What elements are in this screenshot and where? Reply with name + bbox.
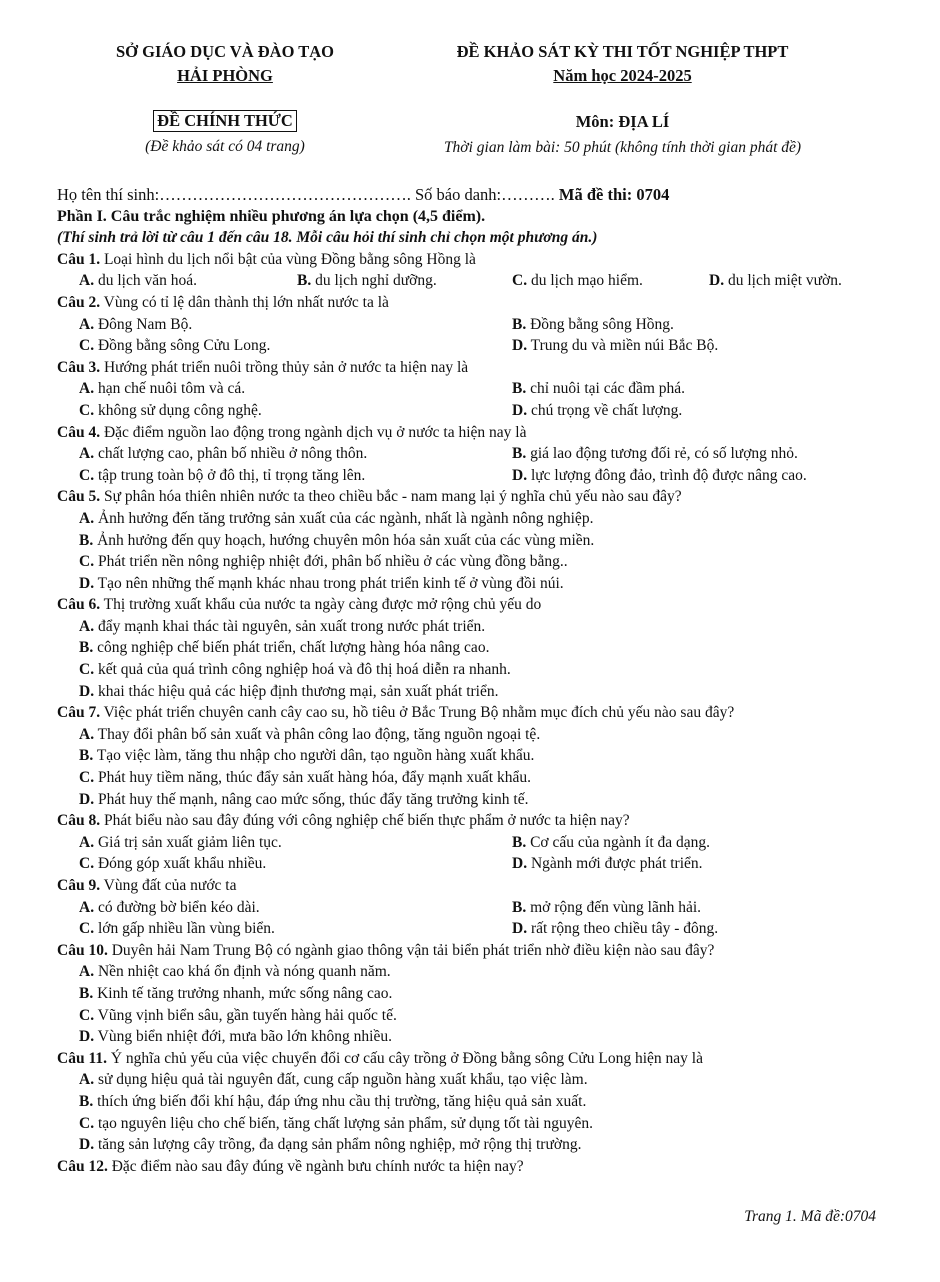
option-text: sử dụng hiệu quả tài nguyên đất, cung cấp nguồn hàng xuất khẩu, tạo việc làm. — [94, 1071, 588, 1089]
option-key: C. — [79, 769, 95, 787]
option-text: có đường bờ biển kéo dài. — [94, 898, 260, 916]
answer-option — [79, 532, 594, 549]
option-key: B. — [512, 833, 527, 851]
option-key: C. — [79, 553, 95, 571]
answer-option — [79, 618, 485, 635]
options-row — [57, 400, 877, 422]
options-row — [57, 724, 877, 746]
option-key: A. — [79, 898, 95, 916]
exam-code-label: Mã đề thi: 0704 — [558, 185, 670, 204]
option-text: Tạo nên những thế mạnh khác nhau trong phát triển kinh tế ở vùng đồi núi. — [94, 574, 564, 592]
option-text: du lịch mạo hiểm. — [527, 272, 643, 290]
part1-title: Phần I. Câu trắc nghiệm nhiều phương án lựa chọn (4,5 điểm). — [57, 207, 486, 225]
option-key: B. — [79, 639, 94, 657]
answer-option — [79, 1136, 581, 1153]
answer-option — [512, 832, 710, 854]
answer-option — [512, 314, 674, 336]
question-text: Duyên hải Nam Trung Bộ có ngành giao thông vận tải biển phát triển nhờ điều kiện nào sau đây? — [107, 941, 715, 959]
answer-option — [79, 337, 270, 354]
option-key: B. — [79, 1092, 94, 1110]
answer-option — [79, 834, 282, 851]
options-row — [57, 335, 877, 357]
option-key: D. — [512, 466, 528, 484]
option-key: D. — [512, 401, 528, 419]
option-text: Cơ cấu của ngành ít đa dạng. — [526, 833, 711, 851]
option-key: C. — [79, 661, 95, 679]
option-text: Đông Nam Bộ. — [94, 315, 193, 333]
options-row — [57, 767, 877, 789]
option-text: Kinh tế tăng trưởng nhanh, mức sống nâng cao. — [93, 984, 393, 1002]
option-key: C. — [512, 272, 528, 290]
question-number: Câu 9. — [57, 877, 101, 894]
option-text: chú trọng về chất lượng. — [527, 401, 683, 419]
option-text: du lịch nghỉ dưỡng. — [311, 272, 437, 290]
option-key: A. — [79, 315, 95, 333]
answer-option — [512, 465, 807, 487]
question-text: Sự phân hóa thiên nhiên nước ta theo chiều bắc - nam mang lại ý nghĩa chủ yếu nào sau đây? — [100, 488, 682, 506]
answer-option — [79, 769, 531, 786]
option-text: thích ứng biến đổi khí hậu, đáp ứng nhu cầu thị trường, tăng hiệu quả sản xuất. — [93, 1092, 587, 1110]
option-key: B. — [512, 315, 527, 333]
option-text: Vùng biển nhiệt đới, mưa bão lớn không nhiều. — [94, 1028, 392, 1046]
option-key: D. — [512, 920, 528, 938]
question-3 — [57, 357, 877, 379]
option-key: D. — [79, 574, 95, 592]
option-key: C. — [79, 855, 95, 873]
question-10 — [57, 940, 877, 962]
answer-option — [79, 683, 499, 700]
option-text: mở rộng đến vùng lãnh hải. — [526, 898, 702, 916]
option-text: du lịch văn hoá. — [94, 272, 197, 290]
options-row — [57, 659, 877, 681]
part1-instruction: (Thí sinh trả lời từ câu 1 đến câu 18. Mỗi câu hỏi thí sinh chỉ chọn một phương án.) — [57, 229, 598, 247]
options-row — [57, 443, 877, 465]
org-line-2: HẢI PHÒNG — [177, 66, 273, 85]
answer-option — [512, 918, 718, 940]
option-key: D. — [512, 337, 528, 355]
answer-option — [512, 443, 798, 465]
option-text: rất rộng theo chiều tây - đông. — [527, 920, 719, 938]
option-key: A. — [79, 272, 95, 290]
option-text: Ngành mới được phát triển. — [527, 855, 703, 873]
answer-option — [79, 899, 260, 916]
option-key: D. — [512, 855, 528, 873]
options-row — [57, 918, 877, 940]
candidate-sbd-label: Số báo danh:………. — [414, 185, 555, 204]
answer-option — [512, 378, 685, 400]
option-text: Ảnh hưởng đến quy hoạch, hướng chuyên môn hóa sản xuất của các vùng miền. — [93, 531, 595, 549]
option-key: B. — [297, 272, 312, 290]
option-text: tập trung toàn bộ ở đô thị, tỉ trọng tăng lên. — [94, 466, 366, 484]
option-key: B. — [79, 531, 94, 549]
answer-option — [79, 402, 262, 419]
candidate-line — [57, 184, 877, 206]
option-text: đẩy mạnh khai thác tài nguyên, sản xuất trong nước phát triển. — [94, 617, 486, 635]
header-exam-info — [390, 40, 855, 160]
answer-option — [79, 639, 489, 656]
question-text: Loại hình du lịch nổi bật của vùng Đồng bằng sông Hồng là — [100, 250, 476, 268]
answer-option — [709, 270, 842, 292]
question-number: Câu 3. — [57, 358, 101, 376]
option-text: chất lượng cao, phân bố nhiều ở nông thôn. — [94, 445, 368, 463]
question-8 — [57, 810, 877, 832]
time-note: Thời gian làm bài: 50 phút (không tính thời gian phát đề) — [443, 139, 802, 156]
question-text: Phát biểu nào sau đây đúng với công nghiệp chế biến thực phẩm ở nước ta hiện nay? — [100, 812, 630, 830]
options-row — [57, 983, 877, 1005]
option-text: Phát triển nền nông nghiệp nhiệt đới, phân bố nhiều ở các vùng đồng bằng.. — [94, 553, 568, 571]
option-key: B. — [512, 380, 527, 398]
answer-option — [79, 467, 365, 484]
options-row — [57, 551, 877, 573]
options-row — [57, 637, 877, 659]
option-text: lực lượng đông đảo, trình độ được nâng cao. — [527, 466, 807, 484]
question-number: Câu 11. — [57, 1049, 107, 1067]
option-text: Giá trị sản xuất giảm liên tục. — [94, 833, 282, 851]
options-row — [57, 378, 877, 400]
answer-option — [79, 1071, 588, 1088]
question-number: Câu 5. — [57, 488, 101, 506]
option-text: tạo nguyên liệu cho chế biến, tăng chất lượng sản phẩm, sử dụng tốt tài nguyên. — [94, 1114, 594, 1132]
official-label: ĐỀ CHÍNH THỨC — [153, 110, 297, 132]
question-11 — [57, 1048, 877, 1070]
question-number: Câu 2. — [57, 293, 101, 311]
question-number: Câu 1. — [57, 250, 101, 268]
option-key: C. — [79, 466, 95, 484]
question-text: Ý nghĩa chủ yếu của việc chuyển đổi cơ cấu cây trồng ở Đồng bằng sông Cửu Long hiện nay là — [106, 1049, 703, 1067]
options-row — [57, 681, 877, 703]
question-text: Việc phát triển chuyên canh cây cao su, hồ tiêu ở Bắc Trung Bộ nhằm mục đích chủ yếu nào sau đây? — [100, 704, 735, 722]
option-key: D. — [79, 1136, 95, 1154]
header-organization — [70, 40, 380, 159]
option-text: không sử dụng công nghệ. — [94, 401, 262, 419]
options-row — [57, 1026, 877, 1048]
option-key: C. — [79, 1114, 95, 1132]
question-text: Đặc điểm nào sau đây đúng về ngành bưu chính nước ta hiện nay? — [107, 1157, 524, 1175]
option-key: D. — [79, 682, 95, 700]
options-row — [57, 530, 877, 552]
options-row — [57, 1134, 877, 1156]
answer-option — [79, 963, 391, 980]
question-number: Câu 6. — [57, 596, 101, 614]
question-number: Câu 12. — [57, 1157, 108, 1175]
options-row — [57, 616, 877, 638]
question-6 — [57, 594, 877, 616]
exam-title: ĐỀ KHẢO SÁT KỲ THI TỐT NGHIỆP THPT — [456, 42, 789, 61]
options-row — [57, 832, 877, 854]
org-line-1: SỞ GIÁO DỤC VÀ ĐÀO TẠO — [115, 42, 335, 61]
answer-option — [512, 270, 643, 292]
question-1 — [57, 249, 877, 271]
answer-option — [79, 553, 568, 570]
candidate-name-label: Họ tên thí sinh:………………………………………. — [57, 185, 411, 204]
option-text: Trung du và miền núi Bắc Bộ. — [527, 337, 719, 355]
exam-content — [57, 184, 877, 1177]
question-number: Câu 7. — [57, 704, 101, 722]
option-key: B. — [79, 747, 94, 765]
option-text: Ảnh hưởng đến tăng trưởng sản xuất của các ngành, nhất là ngành nông nghiệp. — [94, 509, 594, 527]
question-text: Thị trường xuất khẩu của nước ta ngày càng được mở rộng chủ yếu do — [100, 596, 542, 614]
options-row — [57, 1113, 877, 1135]
options-row — [57, 573, 877, 595]
option-key: C. — [79, 401, 95, 419]
option-key: B. — [79, 984, 94, 1002]
question-list — [57, 249, 877, 1178]
answer-option — [79, 791, 528, 808]
answer-option — [79, 920, 275, 937]
option-key: D. — [79, 1028, 95, 1046]
option-key: A. — [79, 617, 95, 635]
option-text: tăng sản lượng cây trồng, đa dạng sản phẩm nông nghiệp, mở rộng thị trường. — [94, 1136, 582, 1154]
question-number: Câu 8. — [57, 812, 101, 830]
option-key: D. — [709, 272, 725, 290]
option-text: Phát huy thế mạnh, nâng cao mức sống, thúc đẩy tăng trưởng kinh tế. — [94, 790, 529, 808]
subject: Môn: ĐỊA LÍ — [575, 112, 670, 131]
option-key: C. — [79, 1006, 95, 1024]
option-text: kết quả của quá trình công nghiệp hoá và đô thị hoá diễn ra nhanh. — [94, 661, 511, 679]
options-row — [57, 1005, 877, 1027]
option-key: A. — [79, 1071, 95, 1089]
answer-option — [79, 1115, 593, 1132]
question-12 — [57, 1156, 877, 1178]
option-text: lớn gấp nhiều lần vùng biển. — [94, 920, 275, 938]
option-key: B. — [512, 898, 527, 916]
question-5 — [57, 486, 877, 508]
option-key: C. — [79, 920, 95, 938]
answer-option — [79, 747, 534, 764]
answer-option — [512, 897, 701, 919]
options-row — [57, 465, 877, 487]
question-number: Câu 4. — [57, 423, 101, 441]
options-row — [57, 270, 877, 292]
answer-option — [79, 1028, 392, 1045]
option-key: B. — [512, 445, 527, 463]
question-9 — [57, 875, 877, 897]
options-row — [57, 508, 877, 530]
question-2 — [57, 292, 877, 314]
option-text: công nghiệp chế biến phát triển, chất lượng hàng hóa nâng cao. — [93, 639, 490, 657]
option-key: A. — [79, 380, 95, 398]
answer-option — [79, 661, 511, 678]
question-text: Vùng đất của nước ta — [100, 877, 237, 894]
option-text: Đồng bằng sông Cửu Long. — [94, 337, 271, 355]
answer-option — [79, 316, 192, 333]
option-text: khai thác hiệu quả các hiệp định thương mại, sản xuất phát triển. — [94, 682, 499, 700]
option-text: Phát huy tiềm năng, thúc đẩy sản xuất hàng hóa, đẩy mạnh xuất khẩu. — [94, 769, 531, 787]
option-key: C. — [79, 337, 95, 355]
option-text: Thay đổi phân bố sản xuất và phân công lao động, tăng nguồn ngoại tệ. — [94, 725, 541, 743]
options-row — [57, 853, 877, 875]
option-text: hạn chế nuôi tôm và cá. — [94, 380, 246, 398]
answer-option — [79, 985, 392, 1002]
option-text: Đồng bằng sông Hồng. — [526, 315, 674, 333]
question-text: Hướng phát triển nuôi trồng thủy sản ở nước ta hiện nay là — [100, 358, 469, 376]
page-footer: Trang 1. Mã đề:0704 — [744, 1208, 876, 1225]
question-text: Đặc điểm nguồn lao động trong ngành dịch vụ ở nước ta hiện nay là — [100, 423, 527, 441]
answer-option — [79, 1093, 586, 1110]
question-4 — [57, 422, 877, 444]
option-text: chỉ nuôi tại các đầm phá. — [526, 380, 686, 398]
options-row — [57, 1069, 877, 1091]
question-7 — [57, 702, 877, 724]
option-text: Nền nhiệt cao khá ổn định và nóng quanh năm. — [94, 963, 391, 981]
options-row — [57, 314, 877, 336]
option-key: A. — [79, 833, 95, 851]
option-key: A. — [79, 963, 95, 981]
answer-option — [512, 853, 703, 875]
option-text: Tạo việc làm, tăng thu nhập cho người dân, tạo nguồn hàng xuất khẩu. — [93, 747, 535, 765]
answer-option — [512, 400, 682, 422]
pages-note: (Đề khảo sát có 04 trang) — [145, 138, 305, 155]
options-row — [57, 1091, 877, 1113]
options-row — [57, 961, 877, 983]
answer-option — [79, 575, 564, 592]
option-key: A. — [79, 725, 95, 743]
answer-option — [79, 445, 367, 462]
options-row — [57, 745, 877, 767]
answer-option — [79, 726, 540, 743]
answer-option — [79, 1007, 397, 1024]
answer-option — [512, 335, 718, 357]
option-text: du lịch miệt vườn. — [724, 272, 842, 290]
answer-option — [79, 510, 593, 527]
option-key: D. — [79, 790, 95, 808]
option-key: A. — [79, 509, 95, 527]
answer-option — [297, 270, 437, 292]
options-row — [57, 789, 877, 811]
answer-option — [79, 380, 245, 397]
question-number: Câu 10. — [57, 941, 108, 959]
option-text: Vũng vịnh biển sâu, gần tuyến hàng hải quốc tế. — [94, 1006, 397, 1024]
school-year: Năm học 2024-2025 — [553, 66, 692, 85]
options-row — [57, 897, 877, 919]
option-text: Đóng góp xuất khẩu nhiều. — [94, 855, 267, 873]
answer-option — [79, 270, 197, 292]
option-key: A. — [79, 445, 95, 463]
answer-option — [79, 855, 266, 872]
option-text: giá lao động tương đối rẻ, có số lượng nhỏ. — [526, 445, 798, 463]
question-text: Vùng có tỉ lệ dân thành thị lớn nhất nước ta là — [100, 293, 389, 311]
